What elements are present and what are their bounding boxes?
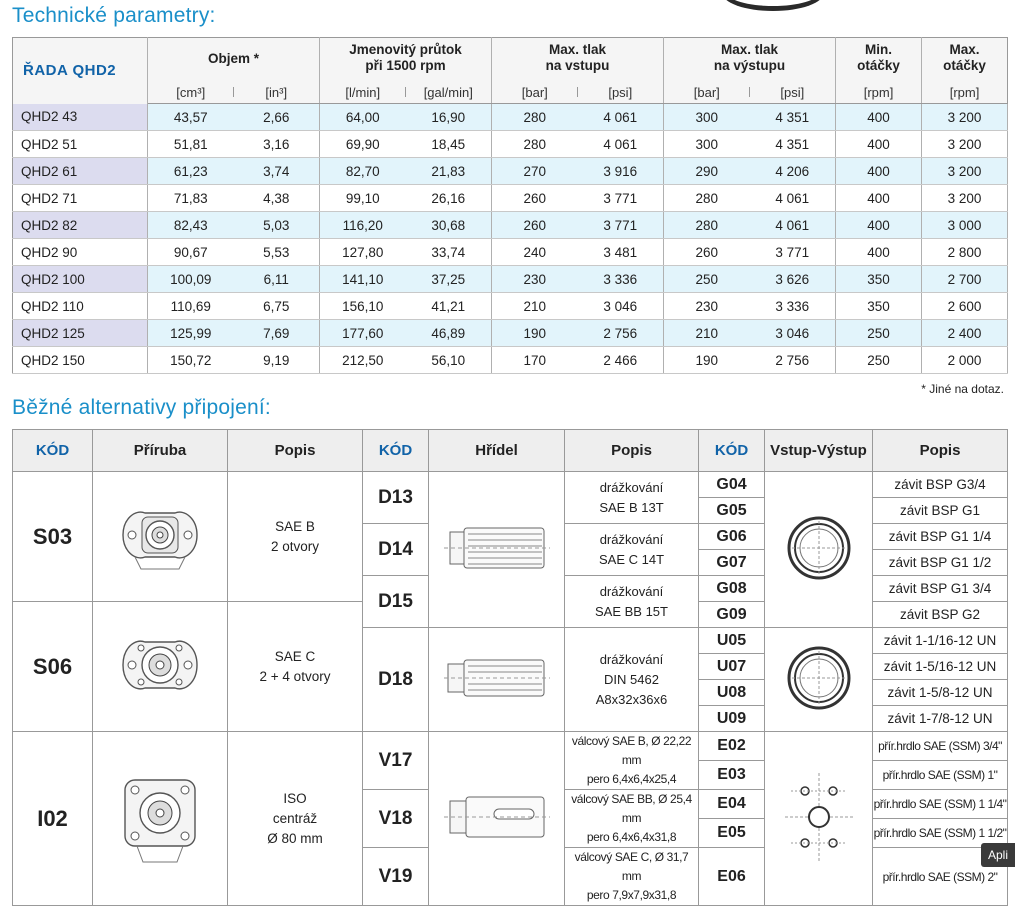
header-max-speed: Max. otáčky [922,38,1008,82]
header-flange-code: KÓD [13,430,93,472]
table-cell: 3 200 [922,104,1008,131]
table-cell: 250 [836,320,922,347]
table-row [13,239,1008,266]
table-cell: 3 771 [578,185,664,212]
table-cell: 2 000 [922,347,1008,374]
table-cell: 69,90 [320,131,406,158]
table-cell: 400 [836,212,922,239]
port-image-sae [765,732,873,906]
port-code: U07 [699,654,765,680]
table-cell: 210 [664,320,750,347]
din-shaft-icon [442,648,552,708]
table-cell: 61,23 [148,158,234,185]
table-cell: 33,74 [406,239,492,266]
table-cell: 110,69 [148,293,234,320]
table-cell: 56,10 [406,347,492,374]
table-cell: 16,90 [406,104,492,131]
header-port-desc: Popis [873,430,1008,472]
table-cell: 4 206 [750,158,836,185]
table-cell: 280 [664,185,750,212]
shaft-desc: drážkování SAE C 14T [565,524,699,576]
model-name: QHD2 51 [13,131,148,158]
table-cell: 156,10 [320,293,406,320]
port-desc: přír.hrdlo SAE (SSM) 1 1/2" [873,819,1008,848]
params-title: Technické parametry: [12,4,216,27]
model-name: QHD2 90 [13,239,148,266]
port-code: E06 [699,848,765,906]
port-desc: závit BSP G3/4 [873,472,1008,498]
table-cell: 270 [492,158,578,185]
table-cell: 3 046 [750,320,836,347]
table-cell: 2 756 [750,347,836,374]
table-cell: 3 626 [750,266,836,293]
table-cell: 7,69 [234,320,320,347]
header-min-speed: Min. otáčky [836,38,922,82]
unit-cell: [bar] [492,81,578,104]
table-row [13,266,1008,293]
table-cell: 9,19 [234,347,320,374]
table-cell: 3,16 [234,131,320,158]
table-row [13,347,1008,374]
table-cell: 127,80 [320,239,406,266]
table-cell: 3 916 [578,158,664,185]
table-cell: 4 061 [578,104,664,131]
connection-options-table [12,429,1008,906]
table-cell: 2 800 [922,239,1008,266]
table-cell: 300 [664,104,750,131]
flange-image-sae-b [93,472,228,602]
port-code: G09 [699,602,765,628]
table-cell: 300 [664,131,750,158]
table-cell: 260 [664,239,750,266]
port-code: G06 [699,524,765,550]
header-shaft: Hřídel [429,430,565,472]
table-cell: 82,70 [320,158,406,185]
port-code: G04 [699,472,765,498]
table-cell: 41,21 [406,293,492,320]
table-cell: 2 700 [922,266,1008,293]
shaft-code: D14 [363,524,429,576]
port-image-bsp [765,472,873,628]
table-cell: 190 [664,347,750,374]
bsp-port-icon [784,513,854,583]
port-desc: závit 1-5/8-12 UN [873,680,1008,706]
table-cell: 400 [836,158,922,185]
port-code: U05 [699,628,765,654]
table-cell: 290 [664,158,750,185]
shaft-image-keyed [429,732,565,906]
shaft-code: D13 [363,472,429,524]
port-desc: závit 1-5/16-12 UN [873,654,1008,680]
table-cell: 141,10 [320,266,406,293]
port-desc: přír.hrdlo SAE (SSM) 3/4" [873,732,1008,761]
header-shaft-code: KÓD [363,430,429,472]
apply-button[interactable]: Apli [981,843,1015,867]
table-cell: 30,68 [406,212,492,239]
flange-desc: SAE C 2 + 4 otvory [228,602,363,732]
table-cell: 240 [492,239,578,266]
port-desc: závit BSP G1 1/4 [873,524,1008,550]
table-cell: 4 061 [750,212,836,239]
shaft-code: D15 [363,576,429,628]
table-row [13,293,1008,320]
unit-cell: [rpm] [922,81,1008,104]
port-desc: závit BSP G1 1/2 [873,550,1008,576]
table-cell: 260 [492,185,578,212]
table-cell: 280 [492,104,578,131]
port-code: G05 [699,498,765,524]
table-cell: 37,25 [406,266,492,293]
table-cell: 2 466 [578,347,664,374]
table-cell: 4 061 [578,131,664,158]
footnote: * Jiné na dotaz. [921,382,1004,396]
table-cell: 2 600 [922,293,1008,320]
shaft-desc: válcový SAE BB, Ø 25,4 mm pero 6,4x6,4x31,8 [565,790,699,848]
table-cell: 46,89 [406,320,492,347]
table-cell: 350 [836,266,922,293]
table-cell: 230 [492,266,578,293]
table-cell: 210 [492,293,578,320]
port-code: E03 [699,761,765,790]
shaft-image-din [429,628,565,732]
product-image-fragment [722,0,824,11]
unit-cell: [bar] [664,81,750,104]
header-volume: Objem * [148,38,320,82]
flange-image-sae-c [93,602,228,732]
table-cell: 170 [492,347,578,374]
table-cell: 250 [836,347,922,374]
splined-shaft-icon [442,518,552,578]
shaft-desc: válcový SAE C, Ø 31,7 mm pero 7,9x7,9x31,8 [565,848,699,906]
table-cell: 4 061 [750,185,836,212]
table-cell: 2 756 [578,320,664,347]
shaft-code: V19 [363,848,429,906]
table-cell: 18,45 [406,131,492,158]
port-code: E04 [699,790,765,819]
table-cell: 400 [836,185,922,212]
port-code: U08 [699,680,765,706]
series-label: ŘADA QHD2 [13,38,148,104]
shaft-code: V17 [363,732,429,790]
shaft-desc: drážkování SAE B 13T [565,472,699,524]
table-cell: 26,16 [406,185,492,212]
header-flow: Jmenovitý průtok při 1500 rpm [320,38,492,82]
table-cell: 177,60 [320,320,406,347]
table-cell: 260 [492,212,578,239]
flange-iso-icon [105,762,215,872]
flange-desc: ISO centráž Ø 80 mm [228,732,363,906]
table-cell: 90,67 [148,239,234,266]
table-cell: 3 200 [922,158,1008,185]
header-shaft-desc: Popis [565,430,699,472]
table-cell: 280 [492,131,578,158]
port-code: U09 [699,706,765,732]
model-name: QHD2 125 [13,320,148,347]
header-max-pressure-inlet: Max. tlak na vstupu [492,38,664,82]
table-cell: 400 [836,131,922,158]
table-cell: 350 [836,293,922,320]
keyed-shaft-icon [442,787,552,847]
table-row [13,212,1008,239]
flange-image-iso [93,732,228,906]
table-cell: 212,50 [320,347,406,374]
port-image-un [765,628,873,732]
table-cell: 6,11 [234,266,320,293]
table-cell: 71,83 [148,185,234,212]
port-desc: závit 1-7/8-12 UN [873,706,1008,732]
technical-parameters-table [12,37,1008,374]
model-name: QHD2 61 [13,158,148,185]
shaft-desc: drážkování SAE BB 15T [565,576,699,628]
table-row [13,131,1008,158]
table-cell: 3 336 [750,293,836,320]
table-cell: 43,57 [148,104,234,131]
flange-code: S03 [13,472,93,602]
port-desc: závit BSP G1 [873,498,1008,524]
table-cell: 99,10 [320,185,406,212]
table-row [13,320,1008,347]
shaft-image-splined [429,472,565,628]
table-cell: 2,66 [234,104,320,131]
table-row [13,104,1008,131]
unit-cell: [psi] [750,81,836,104]
model-name: QHD2 100 [13,266,148,293]
table-cell: 4 351 [750,104,836,131]
table-cell: 3 200 [922,185,1008,212]
port-code: G08 [699,576,765,602]
table-cell: 6,75 [234,293,320,320]
port-desc: přír.hrdlo SAE (SSM) 1" [873,761,1008,790]
model-name: QHD2 82 [13,212,148,239]
table-cell: 400 [836,104,922,131]
table-cell: 3 336 [578,266,664,293]
table-cell: 280 [664,212,750,239]
port-code: G07 [699,550,765,576]
model-name: QHD2 150 [13,347,148,374]
header-port: Vstup-Výstup [765,430,873,472]
shaft-desc: válcový SAE B, Ø 22,22 mm pero 6,4x6,4x25,4 [565,732,699,790]
table-cell: 3 771 [578,212,664,239]
port-code: E05 [699,819,765,848]
table-cell: 3 000 [922,212,1008,239]
table-cell: 230 [664,293,750,320]
table-cell: 21,83 [406,158,492,185]
flange-sae-b-icon [105,495,215,575]
header-flange-desc: Popis [228,430,363,472]
table-cell: 400 [836,239,922,266]
flange-code: I02 [13,732,93,906]
port-desc: závit 1-1/16-12 UN [873,628,1008,654]
table-cell: 116,20 [320,212,406,239]
table-cell: 3 046 [578,293,664,320]
table-cell: 3 481 [578,239,664,266]
flange-code: S06 [13,602,93,732]
table-cell: 64,00 [320,104,406,131]
params-body [13,104,1008,374]
table-row [13,185,1008,212]
table-cell: 3,74 [234,158,320,185]
table-cell: 82,43 [148,212,234,239]
table-cell: 190 [492,320,578,347]
model-name: QHD2 71 [13,185,148,212]
table-cell: 100,09 [148,266,234,293]
header-flange: Příruba [93,430,228,472]
un-port-icon [784,643,854,713]
unit-cell: [cm³] [148,81,234,104]
table-cell: 3 771 [750,239,836,266]
port-code: E02 [699,732,765,761]
shaft-code: D18 [363,628,429,732]
unit-cell: [rpm] [836,81,922,104]
connections-title: Běžné alternativy připojení: [12,396,271,419]
unit-cell: [gal/min] [406,81,492,104]
shaft-code: V18 [363,790,429,848]
sae-flange-port-icon [779,767,859,867]
shaft-desc: drážkování DIN 5462 A8x32x36x6 [565,628,699,732]
port-desc: závit BSP G2 [873,602,1008,628]
table-cell: 2 400 [922,320,1008,347]
table-row [13,158,1008,185]
unit-cell: [l/min] [320,81,406,104]
port-desc: závit BSP G1 3/4 [873,576,1008,602]
table-cell: 51,81 [148,131,234,158]
flange-desc: SAE B 2 otvory [228,472,363,602]
table-cell: 250 [664,266,750,293]
port-desc: přír.hrdlo SAE (SSM) 2" [873,848,1008,906]
flange-sae-c-icon [105,620,215,710]
header-max-pressure-outlet: Max. tlak na výstupu [664,38,836,82]
table-cell: 150,72 [148,347,234,374]
unit-cell: [psi] [578,81,664,104]
table-cell: 3 200 [922,131,1008,158]
unit-cell: [in³] [234,81,320,104]
table-cell: 4 351 [750,131,836,158]
table-cell: 5,03 [234,212,320,239]
model-name: QHD2 43 [13,104,148,131]
table-cell: 4,38 [234,185,320,212]
table-cell: 125,99 [148,320,234,347]
table-cell: 5,53 [234,239,320,266]
port-desc: přír.hrdlo SAE (SSM) 1 1/4" [873,790,1008,819]
header-port-code: KÓD [699,430,765,472]
model-name: QHD2 110 [13,293,148,320]
